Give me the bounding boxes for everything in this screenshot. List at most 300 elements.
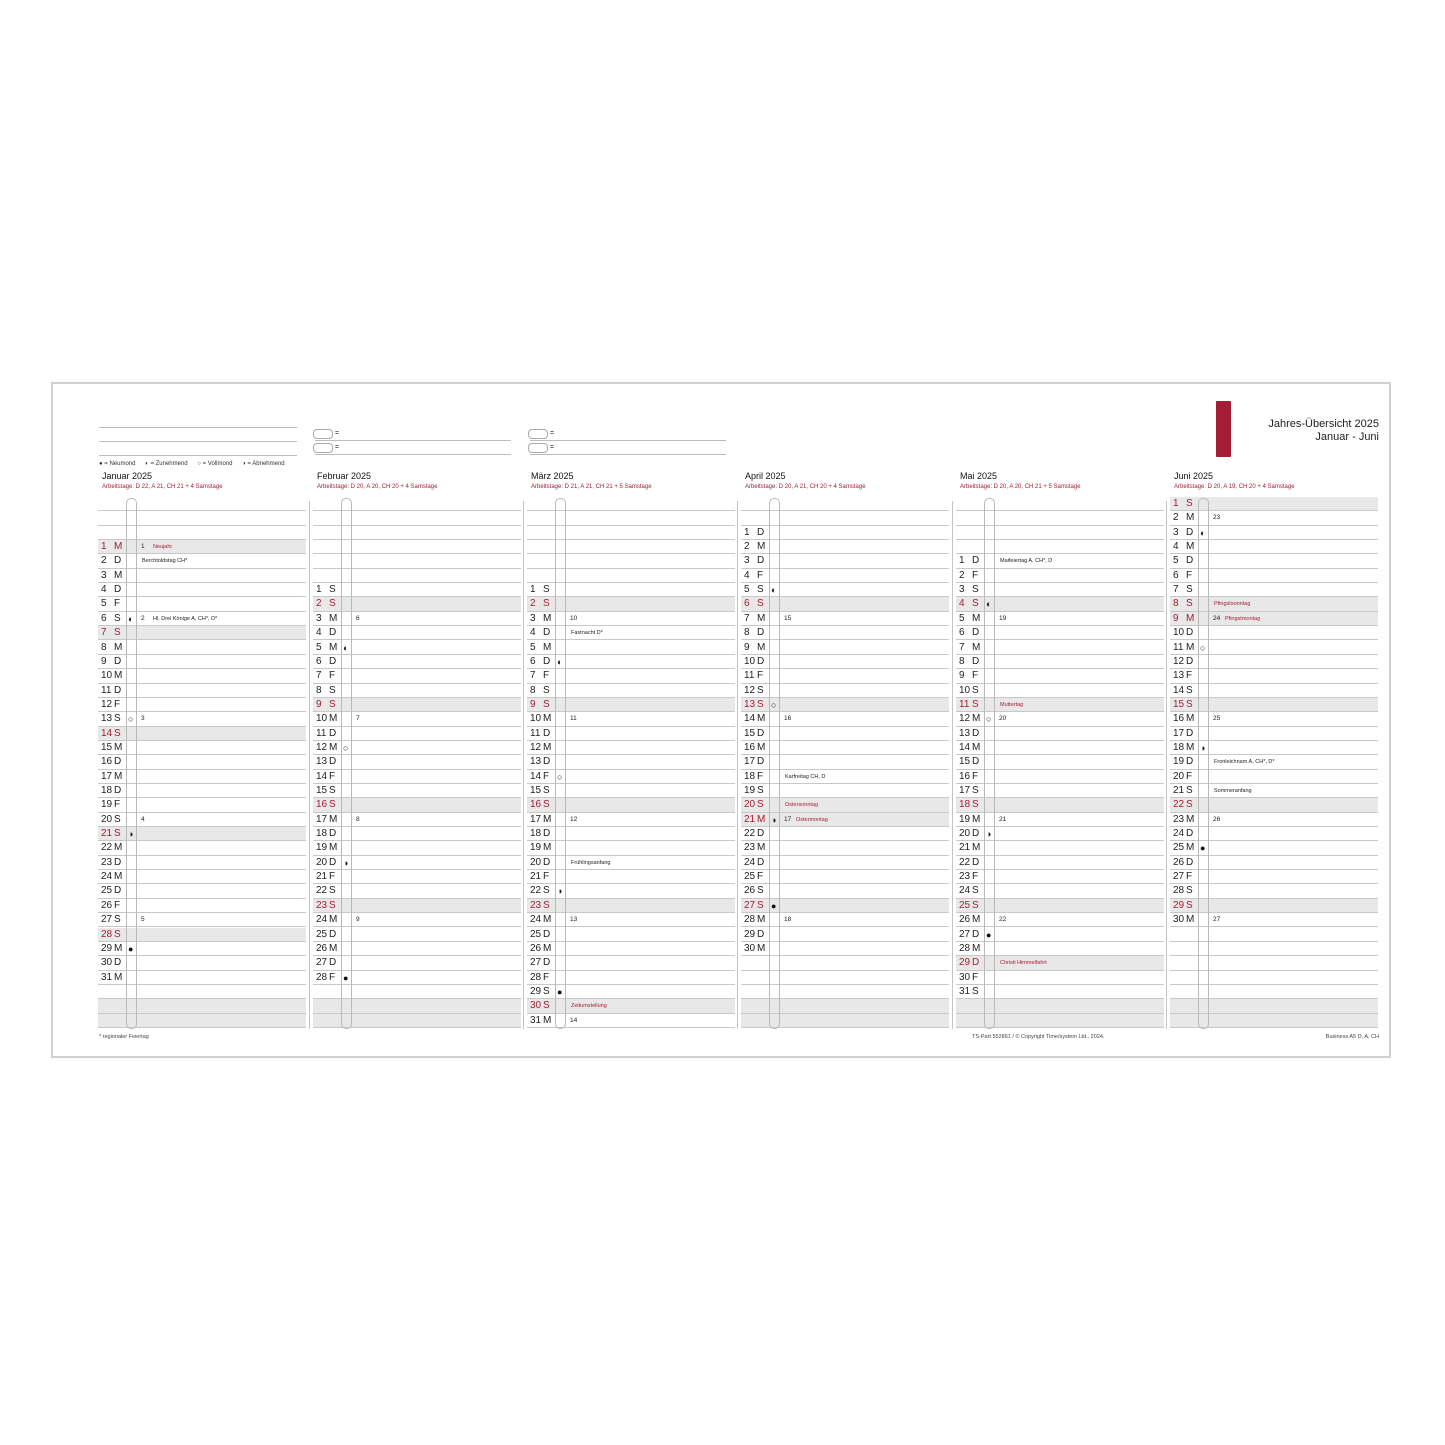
day-number: 6 — [1173, 569, 1179, 581]
abbrev-box-line: = — [313, 429, 511, 443]
weekday-letter: M — [114, 741, 123, 753]
weekday-letter: S — [329, 799, 336, 811]
month-name: Februar 2025 — [317, 471, 372, 481]
day-number: 10 — [316, 713, 328, 725]
day-number: 26 — [316, 942, 328, 954]
day-number: 23 — [1173, 813, 1185, 825]
weekday-letter: S — [329, 785, 336, 796]
weekday-letter: D — [1186, 555, 1194, 567]
day-number: 28 — [1173, 885, 1185, 897]
weekday-letter: M — [757, 713, 766, 725]
day-number: 20 — [530, 856, 542, 868]
month-workdays: Arbeitstage: D 20, A 21, CH 20 + 4 Samstage — [745, 484, 866, 490]
day-number: 24 — [101, 871, 113, 883]
week-number: 17 — [784, 815, 792, 823]
weekday-letter: S — [543, 885, 550, 897]
day-number: 2 — [316, 598, 322, 610]
note-line — [99, 455, 297, 456]
moon-track — [769, 498, 780, 1029]
weekday-letter: S — [543, 985, 550, 997]
weekday-letter: M — [757, 942, 766, 954]
day-number: 11 — [316, 727, 327, 739]
weekday-letter: M — [972, 713, 981, 725]
day-number: 25 — [744, 871, 756, 883]
weekday-letter: F — [114, 899, 121, 911]
weekday-letter: M — [114, 770, 123, 782]
day-number: 10 — [744, 655, 756, 667]
holiday-label: Karfreitag CH, D — [785, 773, 826, 780]
day-number: 24 — [959, 885, 971, 897]
weekday-letter: M — [972, 914, 981, 926]
day-number: 11 — [101, 684, 112, 696]
holiday-label: Neujahr — [153, 544, 173, 551]
day-number: 18 — [101, 785, 113, 796]
day-number: 11 — [959, 698, 970, 710]
day-number: 7 — [530, 670, 536, 682]
month-workdays: Arbeitstage: D 21, A 21, CH 21 + 5 Samstage — [531, 484, 652, 490]
day-number: 14 — [1173, 684, 1185, 696]
weekday-letter: M — [114, 842, 123, 854]
weekday-letter: M — [757, 541, 766, 553]
day-number: 9 — [530, 698, 536, 710]
day-number: 22 — [101, 842, 113, 854]
weekday-letter: M — [329, 713, 338, 725]
weekday-letter: D — [329, 655, 337, 667]
day-number: 1 — [316, 584, 322, 596]
week-number: 11 — [570, 715, 577, 723]
weekday-letter: S — [329, 598, 336, 610]
weekday-letter: D — [757, 928, 765, 940]
weekday-letter: S — [757, 598, 764, 610]
day-number: 5 — [316, 641, 322, 653]
moon-phase-icon: ◑ — [771, 814, 777, 825]
day-number: 31 — [959, 985, 971, 997]
weekday-letter: D — [114, 785, 122, 796]
day-number: 15 — [316, 785, 328, 796]
day-number: 29 — [530, 985, 542, 997]
day-number: 20 — [1173, 770, 1185, 782]
weekday-letter: S — [543, 598, 550, 610]
weekday-letter: D — [329, 957, 337, 969]
weekday-letter: F — [329, 770, 336, 782]
day-number: 16 — [530, 799, 542, 811]
day-number: 5 — [744, 584, 750, 596]
holiday-label: Ostermontag — [796, 816, 828, 823]
month-workdays: Arbeitstage: D 20, A 20, CH 20 + 4 Samstage — [317, 484, 438, 490]
month-column — [527, 471, 735, 1031]
column-divider — [1166, 501, 1167, 1029]
weekday-letter: M — [543, 741, 552, 753]
holiday-label: Fronleichnam A, CH*, D* — [1214, 759, 1275, 766]
page-title — [1268, 418, 1379, 444]
weekday-letter: M — [543, 641, 552, 653]
weekday-letter: D — [1186, 828, 1194, 840]
weekday-letter: M — [329, 914, 338, 926]
holiday-label: Muttertag — [1000, 701, 1024, 708]
weekday-letter: D — [329, 727, 337, 739]
column-divider — [523, 501, 524, 1029]
holiday-label: Berchtoldstag CH* — [142, 558, 188, 565]
weekday-letter: D — [972, 727, 980, 739]
day-number: 24 — [530, 914, 542, 926]
moon-track — [1198, 498, 1209, 1029]
day-number: 9 — [101, 655, 107, 667]
day-number: 30 — [744, 942, 756, 954]
day-number: 14 — [530, 770, 542, 782]
day-number: 13 — [959, 727, 971, 739]
day-number: 23 — [959, 871, 971, 883]
weekday-letter: M — [757, 842, 766, 854]
weekday-letter: F — [543, 670, 550, 682]
weekday-letter: F — [1186, 670, 1193, 682]
day-number: 20 — [316, 856, 328, 868]
day-number: 23 — [101, 856, 113, 868]
day-number: 25 — [959, 899, 971, 911]
weekday-letter: S — [543, 799, 550, 811]
holiday-label: Zeitumstellung — [571, 1003, 607, 1010]
holiday-label: Ostersonntag — [785, 802, 819, 809]
day-number: 12 — [101, 698, 113, 710]
day-number: 18 — [959, 799, 971, 811]
weekday-letter: S — [114, 727, 121, 739]
weekday-letter: D — [114, 584, 122, 596]
weekday-letter: D — [543, 655, 551, 667]
weekday-letter: S — [543, 899, 550, 911]
day-number: 31 — [101, 971, 113, 983]
moon-phase-icon: ◐ — [557, 656, 563, 667]
moon-phase-icon: ● — [128, 943, 134, 954]
moon-phase-icon: ◐ — [128, 613, 134, 624]
week-number: 12 — [570, 815, 578, 823]
weekday-letter: M — [543, 842, 552, 854]
day-number: 1 — [959, 555, 965, 567]
day-number: 13 — [1173, 670, 1185, 682]
weekday-letter: F — [329, 670, 336, 682]
weekday-letter: S — [972, 598, 979, 610]
day-number: 1 — [530, 584, 536, 596]
weekday-letter: M — [1186, 541, 1195, 553]
weekday-letter: M — [543, 1014, 552, 1026]
week-number: 26 — [1213, 815, 1221, 823]
day-number: 9 — [959, 670, 965, 682]
weekday-letter: D — [543, 828, 551, 840]
weekday-letter: D — [757, 627, 765, 639]
weekday-letter: S — [543, 698, 550, 710]
weekday-letter: D — [543, 756, 551, 768]
month-column — [741, 471, 949, 1031]
weekday-letter: S — [972, 899, 979, 911]
day-number: 30 — [959, 971, 971, 983]
day-number: 16 — [101, 756, 113, 768]
column-divider — [737, 501, 738, 1029]
weekday-letter: M — [972, 842, 981, 854]
day-number: 27 — [959, 928, 971, 940]
weekday-letter: M — [1186, 914, 1195, 926]
day-number: 29 — [959, 957, 971, 969]
weekday-letter: M — [329, 813, 338, 825]
legend-zunehmend: ◐ = Zunehmend — [145, 461, 188, 467]
day-number: 13 — [530, 756, 542, 768]
moon-phase-icon: ◐ — [986, 599, 992, 610]
weekday-letter: M — [543, 813, 552, 825]
weekday-letter: S — [1186, 785, 1193, 796]
weekday-letter: M — [114, 541, 123, 553]
weekday-letter: F — [329, 971, 336, 983]
weekday-letter: D — [757, 828, 765, 840]
month-name: April 2025 — [745, 471, 786, 481]
weekday-letter: S — [757, 899, 764, 911]
moon-phase-icon: ◑ — [343, 857, 349, 868]
day-number: 13 — [316, 756, 328, 768]
weekday-letter: D — [1186, 655, 1194, 667]
weekday-letter: M — [543, 942, 552, 954]
day-number: 11 — [530, 727, 541, 739]
day-number: 28 — [530, 971, 542, 983]
weekday-letter: M — [114, 871, 123, 883]
footer-right: Business A5 D, A, CH — [1325, 1034, 1379, 1040]
day-number: 21 — [316, 871, 328, 883]
day-number: 17 — [959, 785, 971, 796]
footer-left: * regionaler Feiertag — [99, 1034, 149, 1040]
weekday-letter: S — [329, 584, 336, 596]
moon-legend — [99, 461, 293, 467]
day-number: 25 — [1173, 842, 1185, 854]
day-number: 14 — [316, 770, 328, 782]
weekday-letter: S — [972, 799, 979, 811]
day-number: 27 — [101, 914, 113, 926]
weekday-letter: D — [972, 928, 980, 940]
day-number: 20 — [959, 828, 971, 840]
day-number: 12 — [744, 684, 756, 696]
weekday-letter: M — [114, 942, 123, 954]
legend-neumond: ● = Neumond — [99, 461, 136, 467]
weekday-letter: M — [114, 641, 123, 653]
day-number: 14 — [959, 741, 971, 753]
month-workdays: Arbeitstage: D 22, A 21, CH 21 + 4 Samstage — [102, 484, 223, 490]
weekday-letter: S — [757, 885, 764, 897]
day-number: 22 — [530, 885, 542, 897]
day-number: 1 — [101, 541, 107, 553]
weekday-letter: D — [329, 756, 337, 768]
moon-phase-icon: ◐ — [771, 585, 777, 596]
moon-track — [126, 498, 137, 1029]
weekday-letter: S — [972, 885, 979, 897]
week-number: 18 — [784, 916, 792, 924]
day-number: 20 — [101, 813, 113, 825]
weekday-letter: M — [114, 670, 123, 682]
day-number: 5 — [959, 612, 965, 624]
weekday-letter: D — [543, 627, 551, 639]
month-name: Mai 2025 — [960, 471, 998, 481]
weekday-letter: S — [1186, 698, 1193, 710]
weekday-letter: D — [757, 526, 765, 538]
day-number: 27 — [744, 899, 756, 911]
weekday-letter: M — [1186, 813, 1195, 825]
day-number: 26 — [101, 899, 113, 911]
week-number: 25 — [1213, 715, 1221, 723]
weekday-letter: S — [543, 785, 550, 796]
moon-phase-icon: ● — [343, 972, 349, 983]
legend-abnehmend: ◑ = Abnehmend — [242, 461, 285, 467]
weekday-letter: F — [1186, 770, 1193, 782]
weekday-letter: F — [1186, 871, 1193, 883]
week-number: 8 — [356, 815, 360, 823]
moon-phase-icon: ● — [1200, 843, 1206, 854]
weekday-letter: S — [329, 684, 336, 696]
day-number: 16 — [744, 741, 756, 753]
abbrev-box — [528, 429, 548, 439]
weekday-letter: D — [114, 555, 122, 567]
day-number: 1 — [744, 526, 750, 538]
day-number: 12 — [316, 741, 328, 753]
weekday-letter: D — [757, 655, 765, 667]
weekday-letter: D — [972, 555, 980, 567]
day-number: 23 — [316, 899, 328, 911]
weekday-letter: S — [757, 584, 764, 596]
weekday-letter: M — [329, 612, 338, 624]
weekday-letter: M — [757, 641, 766, 653]
day-number: 24 — [1173, 828, 1185, 840]
month-name: Juni 2025 — [1174, 471, 1214, 481]
weekday-letter: D — [1186, 856, 1194, 868]
weekday-letter: S — [972, 698, 979, 710]
holiday-label: Christi Himmelfahrt — [1000, 960, 1047, 967]
weekday-letter: F — [1186, 569, 1193, 581]
day-number: 15 — [744, 727, 756, 739]
weekday-letter: D — [329, 856, 337, 868]
moon-track — [555, 498, 566, 1029]
day-number: 13 — [101, 713, 113, 725]
day-number: 5 — [530, 641, 536, 653]
day-number: 3 — [744, 555, 750, 567]
week-number: 1 — [141, 543, 145, 551]
weekday-letter: S — [543, 684, 550, 696]
day-number: 28 — [744, 914, 756, 926]
moon-phase-icon: ○ — [1200, 642, 1206, 653]
title-line-2: Januar - Juni — [1315, 431, 1379, 443]
moon-phase-icon: ◑ — [986, 829, 992, 840]
weekday-letter: M — [329, 842, 338, 854]
weekday-letter: D — [757, 756, 765, 768]
weekday-letter: S — [757, 684, 764, 696]
day-number: 6 — [316, 655, 322, 667]
weekday-letter: F — [757, 770, 764, 782]
weekday-letter: D — [114, 856, 122, 868]
day-number: 11 — [744, 670, 755, 682]
day-number: 4 — [101, 584, 107, 596]
weekday-letter: F — [972, 971, 979, 983]
weekday-letter: F — [757, 670, 764, 682]
weekday-letter: M — [757, 813, 766, 825]
day-number: 25 — [316, 928, 328, 940]
holiday-label: Pfingstsonntag — [1214, 601, 1251, 608]
moon-phase-icon: ○ — [986, 714, 992, 725]
day-number: 8 — [959, 655, 965, 667]
weekday-letter: F — [543, 971, 550, 983]
weekday-letter: D — [1186, 756, 1194, 768]
weekday-letter: D — [757, 555, 765, 567]
weekday-letter: S — [972, 985, 979, 997]
day-number: 19 — [1173, 756, 1185, 768]
weekday-letter: M — [329, 942, 338, 954]
moon-phase-icon: ● — [557, 986, 563, 997]
weekday-letter: M — [1186, 713, 1195, 725]
day-number: 2 — [959, 569, 965, 581]
weekday-letter: S — [1186, 598, 1193, 610]
day-number: 4 — [530, 627, 536, 639]
weekday-letter: S — [1186, 684, 1193, 696]
day-number: 28 — [959, 942, 971, 954]
day-number: 8 — [530, 684, 536, 696]
weekday-letter: D — [757, 856, 765, 868]
weekday-letter: F — [972, 871, 979, 883]
weekday-letter: S — [1186, 584, 1193, 596]
day-number: 6 — [530, 655, 536, 667]
moon-phase-icon: ● — [986, 929, 992, 940]
weekday-letter: M — [972, 741, 981, 753]
weekday-letter: F — [114, 799, 121, 811]
weekday-letter: M — [972, 612, 981, 624]
month-column — [313, 471, 521, 1031]
weekday-letter: S — [329, 698, 336, 710]
day-number: 5 — [101, 598, 107, 610]
abbrev-box-line: = — [528, 429, 726, 443]
holiday-label: Maifeiertag A, CH*, D — [1000, 558, 1053, 565]
holiday-label: Pfingstmontag — [1225, 615, 1261, 622]
day-number: 18 — [316, 828, 328, 840]
day-number: 3 — [316, 612, 322, 624]
weekday-letter: M — [972, 641, 981, 653]
weekday-letter: D — [1186, 526, 1194, 538]
weekday-letter: D — [114, 756, 122, 768]
day-number: 9 — [316, 698, 322, 710]
day-number: 23 — [530, 899, 542, 911]
month-name: März 2025 — [531, 471, 574, 481]
weekday-letter: M — [972, 813, 981, 825]
weekday-letter: D — [1186, 627, 1194, 639]
week-number: 16 — [784, 715, 792, 723]
weekday-letter: F — [543, 871, 550, 883]
day-number: 18 — [530, 828, 542, 840]
day-number: 10 — [530, 713, 542, 725]
day-number: 26 — [744, 885, 756, 897]
weekday-letter: F — [972, 770, 979, 782]
weekday-letter: D — [1186, 727, 1194, 739]
day-number: 15 — [959, 756, 971, 768]
title-accent-bar — [1216, 401, 1231, 457]
moon-phase-icon: ◑ — [557, 886, 563, 897]
title-line-1: Jahres-Übersicht 2025 — [1268, 418, 1379, 430]
holiday-label: Fastnacht D* — [571, 630, 603, 637]
day-number: 29 — [101, 942, 113, 954]
day-number: 11 — [1173, 641, 1184, 653]
day-number: 22 — [316, 885, 328, 897]
week-number: 13 — [570, 916, 578, 924]
day-number: 16 — [1173, 713, 1185, 725]
weekday-letter: S — [114, 612, 121, 624]
weekday-letter: D — [543, 856, 551, 868]
weekday-letter: D — [972, 627, 980, 639]
weekday-letter: M — [329, 641, 338, 653]
day-number: 27 — [316, 957, 328, 969]
day-number: 4 — [1173, 541, 1179, 553]
month-column — [1170, 471, 1378, 1031]
day-number: 6 — [959, 627, 965, 639]
abbrev-box — [313, 429, 333, 439]
day-number: 6 — [744, 598, 750, 610]
day-number: 8 — [101, 641, 107, 653]
day-number: 28 — [101, 928, 113, 940]
